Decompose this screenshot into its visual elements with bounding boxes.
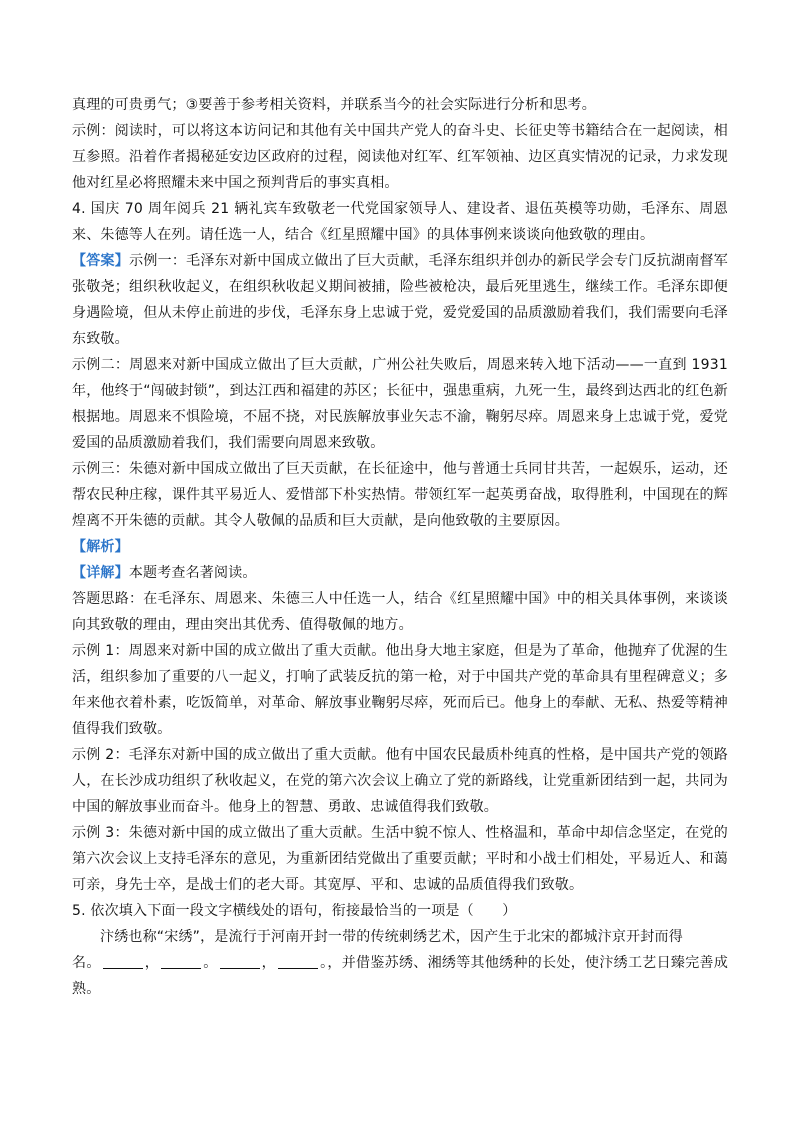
fill-blank: [161, 954, 201, 969]
paragraph: 示例：阅读时，可以将这本访问记和其他有关中国共产党人的奋斗史、长征史等书籍结合在一起阅读，相互参照。沿着作者揭秘延安边区政府的过程，阅读他对红军、红军领袖、边区真实情况的记录，力求发现他对红星必将照耀未来中国之预判背后的事实真相。: [72, 123, 728, 191]
answer-tag: 【答案】: [72, 253, 130, 269]
fill-blank: [220, 954, 260, 969]
question-4: 4. 国庆 70 周年阅兵 21 辆礼宾车致敬老一代党国家领导人、建设者、退伍英模等功勋，毛泽东、周恩来、朱德等人在列。请任选一人，结合《红星照耀中国》的具体事例来谈谈向他致敬的理由。: [72, 201, 728, 243]
paragraph: 真理的可贵勇气；③要善于参考相关资料，并联系当今的社会实际进行分析和思考。: [72, 97, 596, 113]
answer-example-2: 示例二：周恩来对新中国成立做出了巨大贡献，广州公社失败后，周恩来转入地下活动——一直到 1931 年，他终于“闯破封锁”，到达江西和福建的苏区；长征中，强患重病，九死一生，最终到达西北的红色新根据地。周恩来不惧险境，不屈不挠，对民族解放事业矢志不渝，鞠躬尽瘁。周恩来身上忠诚于党，爱党爱国的品质激励着我们，我们需要向周恩来致敬。: [72, 357, 728, 451]
analysis-heading: [72, 534, 728, 560]
question-5-passage: 汴绣也称“宋绣”，是流行于河南开封一带的传统刺绣艺术，因产生于北宋的都城汴京开封而得: [100, 929, 683, 945]
example-2: 示例 2：毛泽东对新中国的成立做出了重大贡献。他有中国农民最质朴纯真的性格，是中国共产党的领路人，在长沙成功组织了秋收起义，在党的第六次会议上确立了党的新路线，让党重新团结到一起，共同为中国的解放事业而奋斗。他身上的智慧、勇敢、忠诚值得我们致敬。: [72, 747, 728, 815]
answer-example-1: [72, 248, 728, 352]
answer-example-3: 示例三：朱德对新中国成立做出了巨天贡献，在长征途中，他与普通士兵同甘共苦，一起娱乐，运动，还帮农民种庄稼，课件其平易近人、爱惜部下朴实热情。带领红军一起英勇奋战，取得胜利，中国现在的辉煌离不开朱德的贡献。其令人敬佩的品质和巨大贡献，是向他致敬的主要原因。: [72, 461, 728, 529]
detail-tag: 【详解】: [72, 565, 129, 581]
answer-text: 示例一：毛泽东对新中国成立做出了巨大贡献，毛泽东组织并创办的新民学会专门反抗湖南督军张敬尧；组织秋收起义，在组织秋收起义期间被捕，险些被枪决，最后死里逃生，继续工作。毛泽东即便身遇险境，但从未停止前进的步伐，毛泽东身上忠诚于党，爱党爱国的品质激励着我们，我们需要向毛泽东致敬。: [72, 253, 728, 347]
detail-text: 本题考查名著阅读。: [128, 565, 257, 581]
example-1: 示例 1：周恩来对新中国的成立做出了重大贡献。他出身大地主家庭，但是为了革命，他抛弃了优渥的生活，组织参加了重要的八一起义，打响了武装反抗的第一枪，对于中国共产党的革命具有里程碑意义；多年来他衣着朴素，吃饭简单，对革命、解放事业鞠躬尽瘁，死而后已。他身上的奉献、无私、热爱等精神值得我们致敬。: [72, 643, 728, 737]
detail-line: [72, 560, 728, 586]
question-5-passage-continued: 名。 ， 。 ， 。，并借鉴苏绣、湘绣等其他绣种的长处，使汴绣工艺日臻完善成熟。: [72, 955, 729, 997]
fill-blank: [103, 954, 143, 969]
fill-blank: [278, 954, 318, 969]
answer-idea: 答题思路：在毛泽东、周恩来、朱德三人中任选一人，结合《红星照耀中国》中的相关具体事例，来谈谈向其致敬的理由，理由突出其优秀、值得敬佩的地方。: [72, 591, 728, 633]
document-page: [72, 92, 728, 1002]
example-3: 示例 3：朱德对新中国的成立做出了重大贡献。生活中貌不惊人、性格温和，革命中却信念坚定，在党的第六次会议上支持毛泽东的意见，为重新团结党做出了重要贡献；平时和小战士们相处，平易近人、和蔼可亲，身先士卒，是战士们的老大哥。其宽厚、平和、忠诚的品质值得我们致敬。: [72, 825, 728, 893]
question-5: 5. 依次填入下面一段文字横线处的语句，衔接最恰当的一项是（ ）: [72, 903, 517, 919]
analysis-tag: 【解析】: [72, 539, 129, 555]
